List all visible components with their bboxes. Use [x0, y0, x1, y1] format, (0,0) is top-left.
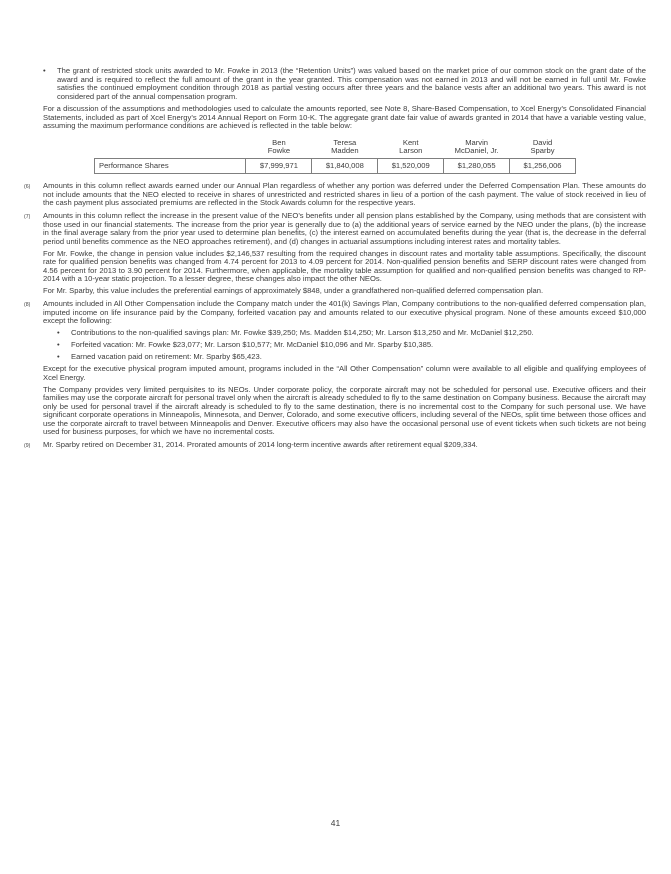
header-name-line1: Marvin	[465, 137, 488, 147]
footnote-8-paragraph-1: Amounts included in All Other Compensation include the Company match under the 401(k) Savings Plan, Company contributions to the non-qualified deferred compensation plan, imputed income on life insurance paid by the Company, forfeited vacation pay and amounts related to our executive physical program. None of these amounts exceed $10,000 except the following:	[43, 299, 646, 325]
footnote-7-body	[43, 212, 646, 296]
row-label: Performance Shares	[95, 158, 246, 174]
footnote-8-bullet-1	[57, 329, 646, 338]
table-header-teresa-madden	[312, 138, 378, 159]
footnote-6-paragraph-1: Amounts in this column reflect awards earned under our Annual Plan regardless of whether any portion was deferred under the Deferred Compensation Plan. These amounts do not include amounts that the NEO elected to receive in shares of unrestricted and restricted shares in lieu of a portion of the cash payment. The value of stock received in lieu of the cash payment plus associated premiums are reflected in the Stock Awards column for the respective years.	[43, 181, 646, 207]
page-content	[24, 67, 646, 450]
table-header-row	[95, 138, 576, 159]
lead-paragraph: For a discussion of the assumptions and methodologies used to calculate the amounts reported, see Note 8, Share-Based Compensation, to Xcel Energy’s Consolidated Financial Statements, included as part of Xcel Energy’s 2014 Annual Report on Form 10-K. The aggregate grant date fair value of awards granted in 2014 that have a variable vesting value, assuming the maximum performance conditions are achieved is reflected in the table below:	[43, 104, 646, 130]
footnote-8-bullet-3-text: Earned vacation paid on retirement: Mr. Sparby $65,423.	[71, 352, 262, 361]
header-name-line2: McDaniel, Jr.	[454, 146, 499, 155]
bullet-icon: •	[57, 328, 60, 337]
value-david-sparby: $1,256,006	[510, 158, 576, 174]
footnote-6-marker: (6)	[24, 183, 31, 190]
table-header-kent-larson	[378, 138, 444, 159]
header-name-line1: Kent	[402, 137, 419, 147]
footnote-7-paragraph-3: For Mr. Sparby, this value includes the preferential earnings of approximately $848, under a grandfathered non-qualified deferred compensation plan.	[43, 286, 544, 295]
header-name-line2: Fowke	[267, 146, 291, 155]
footnote-7	[24, 212, 646, 296]
footnote-9-body	[43, 441, 646, 450]
header-name-line1: David	[532, 137, 553, 147]
footnote-9	[24, 441, 646, 450]
footnote-8-paragraph-2: Except for the executive physical program imputed amount, programs included in the “All Other Compensation” column were available to all eligible and qualifying employees of Xcel Energy.	[43, 364, 646, 382]
footnote-8-bullet-2-text: Forfeited vacation: Mr. Fowke $23,077; Mr. Larson $10,577; Mr. McDaniel $10,096 and Mr. Sparby $10,385.	[71, 340, 434, 349]
footnote-7-paragraph-1: Amounts in this column reflect the increase in the present value of the NEO’s benefits under all pension plans established by the Company, using methods that are consistent with those used in our financial statements. The increase from the prior year is generally due to (a) the additional years of service earned by the NEO under the plans, (b) the increase in the final average salary from the prior year used to determine plan benefits, (c) the interest earned on accumulated benefits during the year (that is, the decrease in the deferral period until benefits commence as the NEO approaches retirement), and (d) changes in actuarial assumptions including interest rates and mortality tables.	[43, 211, 646, 246]
page-number: 41	[330, 817, 341, 828]
value-ben-fowke: $7,999,971	[246, 158, 312, 174]
value-kent-larson: $1,520,009	[378, 158, 444, 174]
table-header-empty	[95, 138, 246, 159]
bullet-icon: •	[43, 66, 46, 75]
footnote-8-marker: (8)	[24, 301, 31, 308]
value-teresa-madden: $1,840,008	[312, 158, 378, 174]
performance-shares-table	[94, 138, 576, 175]
intro-bullet-item	[43, 67, 646, 101]
value-marvin-mcdaniel: $1,280,055	[444, 158, 510, 174]
footnote-6-body	[43, 182, 646, 208]
bullet-icon: •	[57, 352, 60, 361]
table-header-marvin-mcdaniel	[444, 138, 510, 159]
intro-bullet-text: The grant of restricted stock units awarded to Mr. Fowke in 2013 (the “Retention Units”) was valued based on the market price of our common stock on the grant date of the award and is required to reflect the full amount of the grant in the year granted. This compensation was not earned in 2013 and will not be earned in full until Mr. Fowke satisfies the continued employment condition through 2018 as partial vesting occurs after three years and the balance vests after an additional two years. This award is not considered part of the annual compensation program.	[57, 66, 646, 101]
header-name-line1: Teresa	[333, 137, 357, 147]
footnote-8-bullet-2	[57, 341, 646, 350]
footnote-8-paragraph-3: The Company provides very limited perquisites to its NEOs. Under corporate policy, the corporate aircraft may not be scheduled for personal use. Executive officers and their families may use the corporate aircraft for personal travel only when the aircraft is already scheduled to fly to the same destination on Company business. Because the aircraft may only be used for personal travel if the aircraft already is scheduled to fly to the same destination, there is no incremental cost to the Company for such personal use. We have significant corporate operations in Minneapolis, Minnesota, and Denver, Colorado, and some executive officers, including several of the NEOs, split time between those offices and use the corporate aircraft to travel between Minneapolis and Denver. Executive officers may also have the occasional personal use of event tickets when such tickets are not being used for business purposes, for which we have no incremental costs.	[43, 384, 646, 436]
footnote-7-paragraph-2: For Mr. Fowke, the change in pension value includes $2,146,537 resulting from the required changes in discount rates and mortality table assumptions. Specifically, the discount rate for qualified pension benefits was changed from 4.74 percent for 2013 to 4.09 percent for 2014. Non-qualified pension benefits and SERP discount rates were changed from 4.56 percent for 2013 to 3.90 percent for 2014. Furthermore, when applicable, the mortality table assumption for qualified and non-qualified pension benefits was changed to RP-2014 with a 10-year static projection. To a lesser degree, these changes also impact the other NEOs.	[43, 248, 646, 283]
header-name-line2: Sparby	[530, 146, 555, 155]
bullet-icon: •	[57, 340, 60, 349]
footnote-7-marker: (7)	[24, 213, 31, 220]
footnote-8-body	[43, 300, 646, 437]
table-row-performance-shares	[95, 158, 576, 174]
header-name-line2: Madden	[331, 146, 359, 155]
table-header-ben-fowke	[246, 138, 312, 159]
footnote-6	[24, 182, 646, 208]
header-name-line1: Ben	[272, 137, 286, 147]
footnote-8	[24, 300, 646, 437]
header-name-line2: Larson	[399, 146, 423, 155]
footnote-8-bullet-1-text: Contributions to the non-qualified savings plan: Mr. Fowke $39,250; Ms. Madden $14,250; Mr. Larson $13,250 and Mr. McDaniel $12,250.	[71, 328, 534, 337]
footnote-9-marker: (9)	[24, 442, 31, 449]
footnote-8-bullet-3	[57, 353, 646, 362]
table-header-david-sparby	[510, 138, 576, 159]
footnote-9-paragraph-1: Mr. Sparby retired on December 31, 2014. Prorated amounts of 2014 long-term incentive awards after retirement equal $209,334.	[43, 440, 478, 449]
